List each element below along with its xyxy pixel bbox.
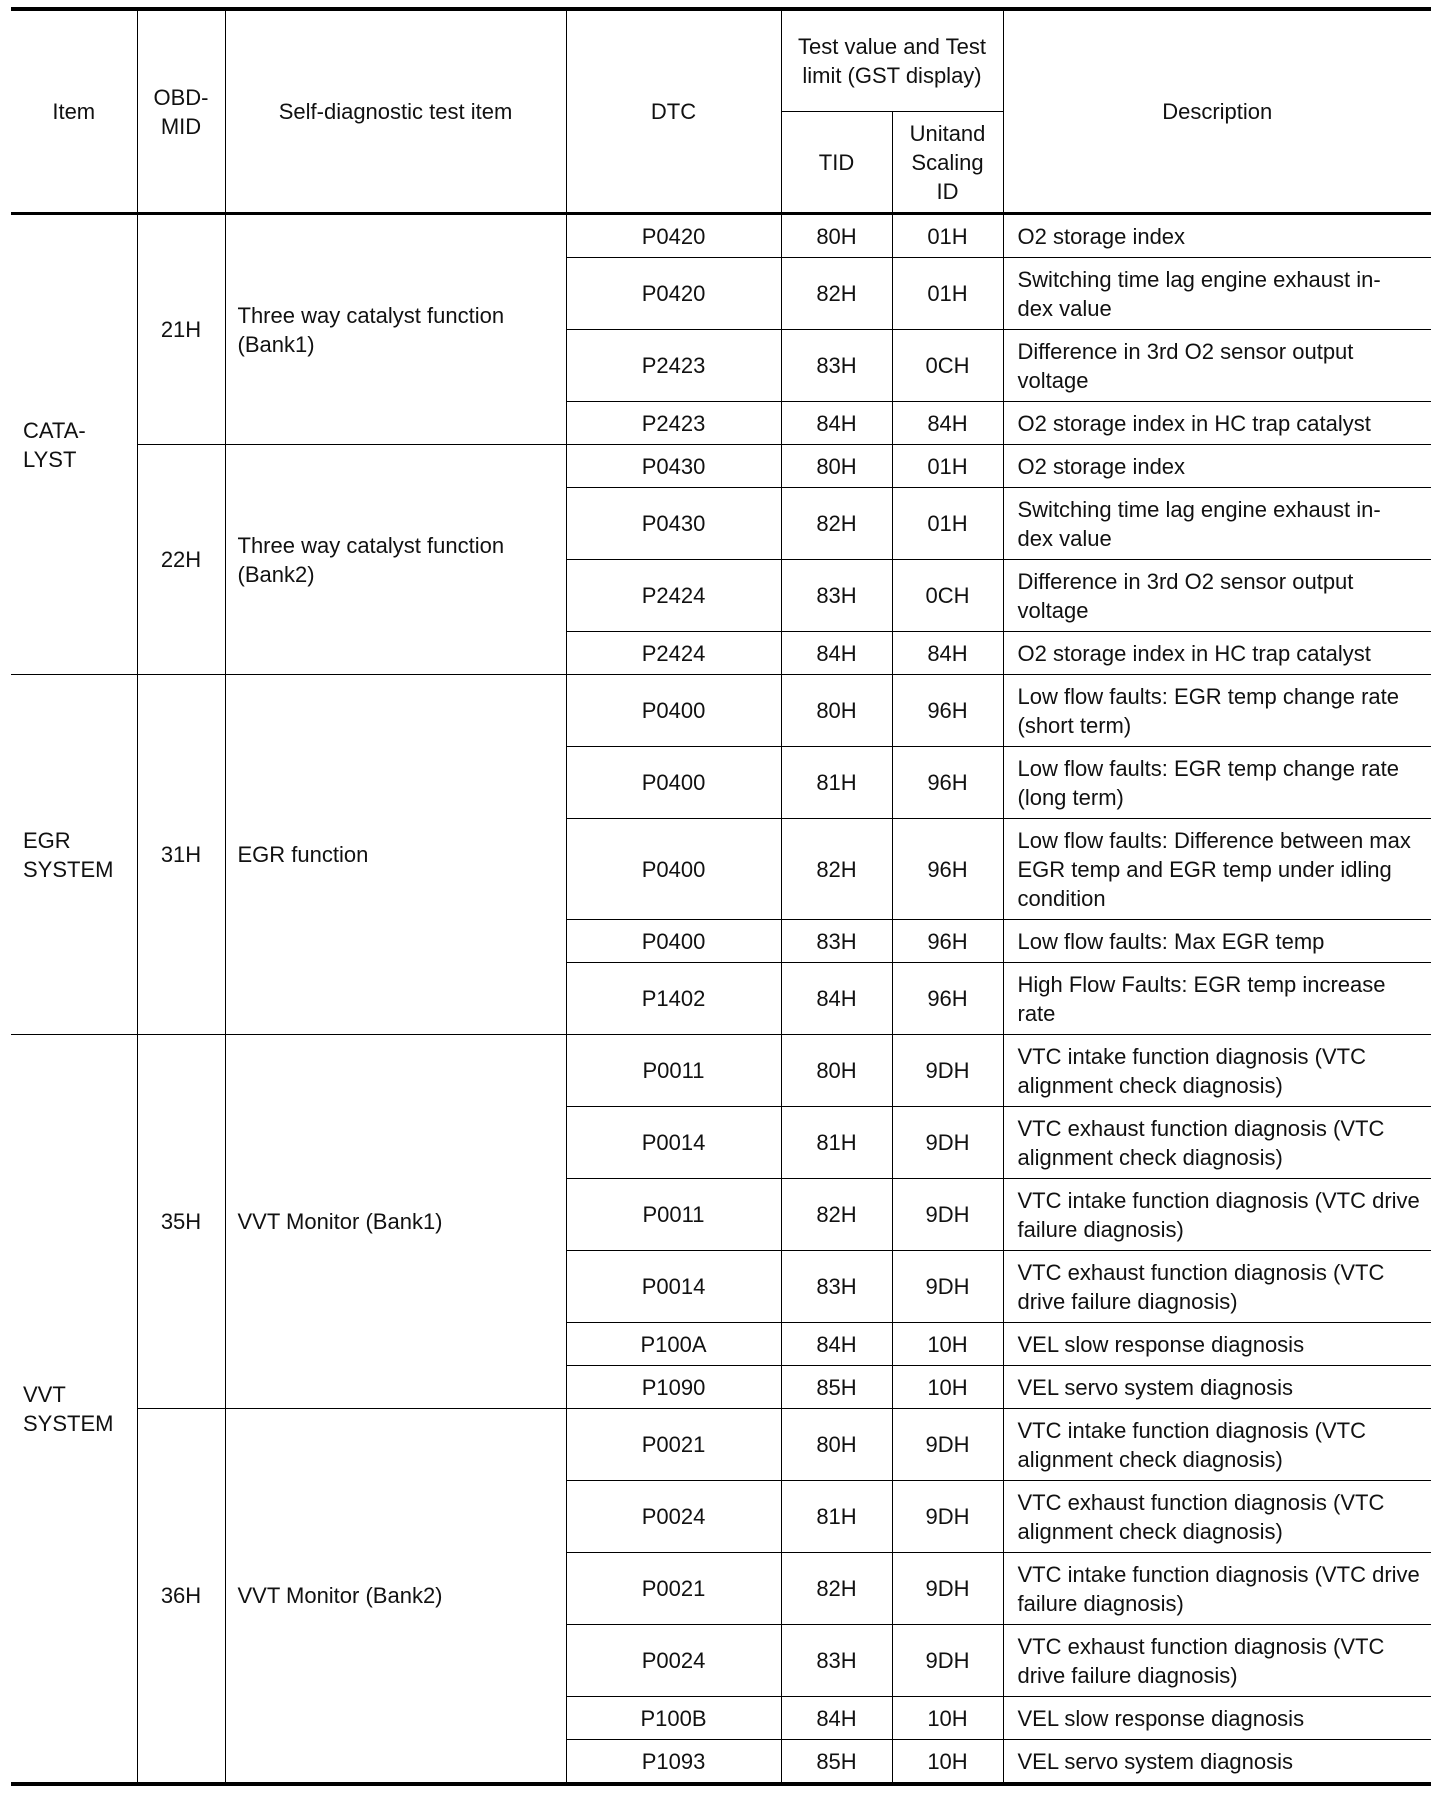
cell-dtc: P2423 [566,402,781,445]
cell-description: VTC intake function diagnosis (VTC alignment check diagnosis) [1003,1035,1431,1107]
cell-obd-mid: 31H [137,675,225,1035]
cell-unit-scaling-id: 0CH [892,560,1003,632]
cell-dtc: P0420 [566,258,781,330]
cell-unit-scaling-id: 01H [892,445,1003,488]
cell-item: EGR SYSTEM [11,675,137,1035]
cell-tid: 80H [781,1035,892,1107]
cell-description: Low flow faults: Difference between max EGR temp and EGR temp under idling condition [1003,819,1431,920]
header-dtc: DTC [566,9,781,214]
cell-tid: 81H [781,1107,892,1179]
table-row [11,1409,1431,1481]
cell-description: Low flow faults: EGR temp change rate (long term) [1003,747,1431,819]
cell-description: Difference in 3rd O2 sensor output voltage [1003,560,1431,632]
cell-description: VTC intake function diagnosis (VTC alignment check diagnosis) [1003,1409,1431,1481]
cell-obd-mid: 35H [137,1035,225,1409]
cell-dtc: P1090 [566,1366,781,1409]
cell-dtc: P0400 [566,675,781,747]
cell-dtc: P1402 [566,963,781,1035]
cell-unit-scaling-id: 10H [892,1697,1003,1740]
cell-dtc: P0011 [566,1035,781,1107]
cell-tid: 84H [781,402,892,445]
cell-dtc: P0430 [566,445,781,488]
cell-unit-scaling-id: 10H [892,1740,1003,1785]
cell-dtc: P100A [566,1323,781,1366]
cell-description: Low flow faults: Max EGR temp [1003,920,1431,963]
cell-dtc: P0430 [566,488,781,560]
cell-item: VVT SYSTEM [11,1035,137,1785]
cell-dtc: P0021 [566,1553,781,1625]
cell-tid: 84H [781,1323,892,1366]
cell-self-diagnostic-item: VVT Monitor (Bank1) [225,1035,566,1409]
cell-unit-scaling-id: 9DH [892,1553,1003,1625]
cell-tid: 83H [781,330,892,402]
cell-unit-scaling-id: 9DH [892,1481,1003,1553]
cell-unit-scaling-id: 9DH [892,1625,1003,1697]
cell-description: High Flow Faults: EGR temp increase rate [1003,963,1431,1035]
cell-description: VTC exhaust function diagnosis (VTC alignment check diagnosis) [1003,1107,1431,1179]
cell-tid: 82H [781,1553,892,1625]
cell-unit-scaling-id: 01H [892,488,1003,560]
cell-item: CATA- LYST [11,214,137,675]
header-unit-scaling-id: Unitand Scaling ID [892,112,1003,214]
cell-unit-scaling-id: 96H [892,819,1003,920]
cell-description: VEL servo system diagnosis [1003,1366,1431,1409]
cell-description: O2 storage index [1003,445,1431,488]
cell-dtc: P0024 [566,1625,781,1697]
cell-description: Difference in 3rd O2 sensor output voltage [1003,330,1431,402]
cell-unit-scaling-id: 9DH [892,1251,1003,1323]
table-row [11,445,1431,488]
cell-dtc: P100B [566,1697,781,1740]
table-header [11,9,1431,214]
cell-tid: 84H [781,963,892,1035]
cell-self-diagnostic-item: VVT Monitor (Bank2) [225,1409,566,1785]
cell-tid: 80H [781,445,892,488]
cell-unit-scaling-id: 96H [892,963,1003,1035]
cell-tid: 80H [781,1409,892,1481]
cell-dtc: P0400 [566,819,781,920]
cell-self-diagnostic-item: EGR function [225,675,566,1035]
cell-unit-scaling-id: 84H [892,632,1003,675]
cell-unit-scaling-id: 01H [892,214,1003,258]
cell-dtc: P2424 [566,632,781,675]
cell-obd-mid: 36H [137,1409,225,1785]
cell-dtc: P0420 [566,214,781,258]
cell-unit-scaling-id: 0CH [892,330,1003,402]
cell-description: VTC exhaust function diagnosis (VTC drive failure diagnosis) [1003,1625,1431,1697]
cell-description: VTC exhaust function diagnosis (VTC drive failure diagnosis) [1003,1251,1431,1323]
cell-tid: 82H [781,258,892,330]
header-test-value: Test value and Test limit (GST display) [781,9,1003,112]
cell-tid: 82H [781,819,892,920]
cell-obd-mid: 21H [137,214,225,445]
cell-unit-scaling-id: 96H [892,675,1003,747]
cell-description: Low flow faults: EGR temp change rate (short term) [1003,675,1431,747]
cell-description: O2 storage index in HC trap catalyst [1003,632,1431,675]
cell-unit-scaling-id: 9DH [892,1409,1003,1481]
cell-tid: 82H [781,488,892,560]
table-row [11,675,1431,747]
cell-dtc: P0014 [566,1107,781,1179]
cell-dtc: P1093 [566,1740,781,1785]
cell-dtc: P0014 [566,1251,781,1323]
cell-description: O2 storage index [1003,214,1431,258]
cell-unit-scaling-id: 01H [892,258,1003,330]
cell-description: VEL slow response diagnosis [1003,1697,1431,1740]
cell-description: VEL slow response diagnosis [1003,1323,1431,1366]
cell-description: VTC exhaust function diagnosis (VTC alignment check diagnosis) [1003,1481,1431,1553]
cell-tid: 81H [781,1481,892,1553]
cell-tid: 81H [781,747,892,819]
cell-dtc: P0400 [566,920,781,963]
cell-tid: 83H [781,1625,892,1697]
cell-tid: 83H [781,560,892,632]
cell-unit-scaling-id: 96H [892,747,1003,819]
table-body [11,214,1431,1785]
cell-tid: 80H [781,675,892,747]
cell-unit-scaling-id: 10H [892,1366,1003,1409]
cell-unit-scaling-id: 84H [892,402,1003,445]
cell-dtc: P2424 [566,560,781,632]
cell-unit-scaling-id: 9DH [892,1179,1003,1251]
cell-self-diagnostic-item: Three way catalyst function (Bank1) [225,214,566,445]
cell-tid: 84H [781,632,892,675]
cell-description: Switching time lag engine exhaust in- dex value [1003,488,1431,560]
cell-dtc: P2423 [566,330,781,402]
cell-description: Switching time lag engine exhaust in- dex value [1003,258,1431,330]
cell-dtc: P0024 [566,1481,781,1553]
cell-tid: 84H [781,1697,892,1740]
cell-tid: 82H [781,1179,892,1251]
cell-unit-scaling-id: 9DH [892,1107,1003,1179]
cell-tid: 83H [781,1251,892,1323]
header-tid: TID [781,112,892,214]
cell-tid: 85H [781,1366,892,1409]
cell-unit-scaling-id: 9DH [892,1035,1003,1107]
header-item: Item [11,9,137,214]
header-description: Description [1003,9,1431,214]
cell-description: O2 storage index in HC trap catalyst [1003,402,1431,445]
cell-tid: 80H [781,214,892,258]
cell-tid: 85H [781,1740,892,1785]
cell-dtc: P0021 [566,1409,781,1481]
cell-unit-scaling-id: 10H [892,1323,1003,1366]
cell-dtc: P0400 [566,747,781,819]
header-self-diagnostic-test-item: Self-diagnostic test item [225,9,566,214]
cell-dtc: P0011 [566,1179,781,1251]
cell-description: VTC intake function diagnosis (VTC drive failure diagnosis) [1003,1553,1431,1625]
cell-unit-scaling-id: 96H [892,920,1003,963]
cell-obd-mid: 22H [137,445,225,675]
cell-tid: 83H [781,920,892,963]
cell-self-diagnostic-item: Three way catalyst function (Bank2) [225,445,566,675]
header-obd-mid: OBD- MID [137,9,225,214]
cell-description: VTC intake function diagnosis (VTC drive failure diagnosis) [1003,1179,1431,1251]
table-row [11,214,1431,258]
obd-test-table [11,7,1431,1786]
cell-description: VEL servo system diagnosis [1003,1740,1431,1785]
table-row [11,1035,1431,1107]
